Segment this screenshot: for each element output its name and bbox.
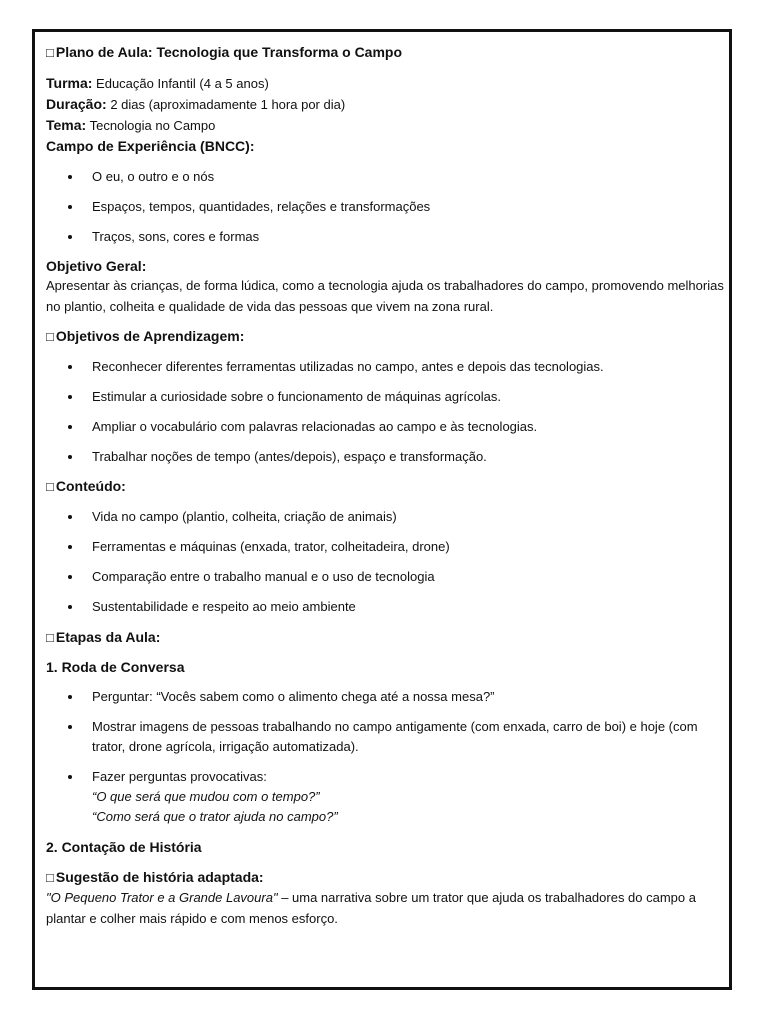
conteudo-list <box>46 507 726 617</box>
conteudo-heading <box>46 476 726 497</box>
step1-item3-intro: Fazer perguntas provocativas: <box>92 769 267 784</box>
list-item: Vida no campo (plantio, colheita, criação de animais) <box>92 507 726 527</box>
list-item: Comparação entre o trabalho manual e o uso de tecnologia <box>92 567 726 587</box>
campo-heading: Campo de Experiência (BNCC): <box>46 138 255 154</box>
document-title <box>46 42 726 63</box>
sugestao-heading <box>46 867 726 888</box>
list-item: O eu, o outro e o nós <box>92 167 726 187</box>
step1-question-2: “Como será que o trator ajuda no campo?” <box>92 809 338 824</box>
meta-info <box>46 73 726 136</box>
step1-heading: 1. Roda de Conversa <box>46 659 185 675</box>
objetivo-geral-text: Apresentar às crianças, de forma lúdica, como a tecnologia ajuda os trabalhadores do campo, promovendo melhorias no plantio, colheita e qualidade de vida das pessoas que vivem na zona rural. <box>46 278 724 314</box>
list-item: Estimular a curiosidade sobre o funcionamento de máquinas agrícolas. <box>92 387 726 407</box>
meta-tema <box>46 115 726 136</box>
objetivo-geral-heading: Objetivo Geral: <box>46 258 147 274</box>
meta-turma <box>46 73 726 94</box>
meta-duracao <box>46 94 726 115</box>
list-item: Perguntar: “Vocês sabem como o alimento chega até a nossa mesa?” <box>92 687 726 707</box>
list-item <box>92 767 726 827</box>
story-title: "O Pequeno Trator e a Grande Lavoura" <box>46 890 278 905</box>
list-item: Ampliar o vocabulário com palavras relacionadas ao campo e às tecnologias. <box>92 417 726 437</box>
sugestao-text <box>46 888 726 929</box>
etapas-heading <box>46 627 726 648</box>
list-item: Mostrar imagens de pessoas trabalhando no campo antigamente (com enxada, carro de boi) e hoje (com trator, drone agrícola, irrigação automatizada). <box>92 717 726 757</box>
list-item: Espaços, tempos, quantidades, relações e transformações <box>92 197 726 217</box>
placeholder-box-icon: □ <box>46 45 54 60</box>
list-item: Reconhecer diferentes ferramentas utilizadas no campo, antes e depois das tecnologias. <box>92 357 726 377</box>
meta-duracao-label: Duração: <box>46 96 107 112</box>
meta-turma-label: Turma: <box>46 75 93 91</box>
step1-question-1: “O que será que mudou com o tempo?” <box>92 789 320 804</box>
meta-tema-value: Tecnologia no Campo <box>89 118 216 133</box>
document-title-text: Plano de Aula: Tecnologia que Transforma o Campo <box>55 44 403 60</box>
placeholder-box-icon: □ <box>46 479 54 494</box>
meta-tema-label: Tema: <box>46 117 87 133</box>
conteudo-heading-text: Conteúdo: <box>55 478 126 494</box>
meta-duracao-value: 2 dias (aproximadamente 1 hora por dia) <box>110 97 346 112</box>
objetivos-list <box>46 357 726 467</box>
list-item: Traços, sons, cores e formas <box>92 227 726 247</box>
story-description: – uma narrativa sobre um trator que ajuda os trabalhadores do campo a plantar e colher mais rápido e com menos esforço. <box>46 890 696 926</box>
objetivos-heading-text: Objetivos de Aprendizagem: <box>55 328 245 344</box>
placeholder-box-icon: □ <box>46 329 54 344</box>
lesson-plan-document <box>46 42 726 929</box>
placeholder-box-icon: □ <box>46 630 54 645</box>
list-item: Ferramentas e máquinas (enxada, trator, colheitadeira, drone) <box>92 537 726 557</box>
campo-list <box>46 167 726 247</box>
meta-turma-value: Educação Infantil (4 a 5 anos) <box>96 76 269 91</box>
sugestao-heading-text: Sugestão de história adaptada: <box>55 869 264 885</box>
list-item: Trabalhar noções de tempo (antes/depois), espaço e transformação. <box>92 447 726 467</box>
objetivos-heading <box>46 326 726 347</box>
list-item: Sustentabilidade e respeito ao meio ambiente <box>92 597 726 617</box>
step1-list <box>46 687 726 827</box>
etapas-heading-text: Etapas da Aula: <box>55 629 161 645</box>
step2-heading: 2. Contação de História <box>46 839 202 855</box>
placeholder-box-icon: □ <box>46 870 54 885</box>
